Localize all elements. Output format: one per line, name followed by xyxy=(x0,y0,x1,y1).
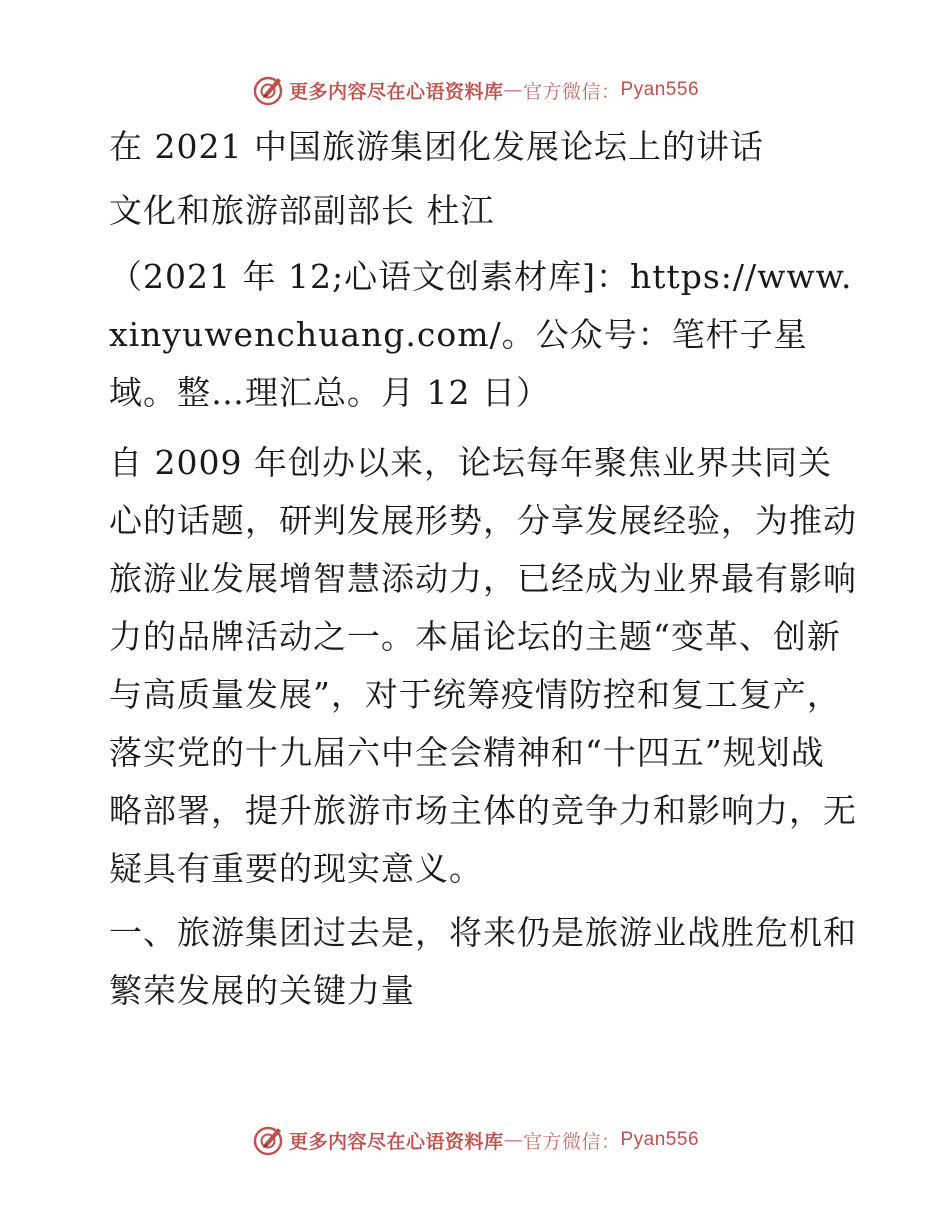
document-body xyxy=(97,118,857,1022)
footer-banner xyxy=(0,1120,950,1160)
pen-circle-logo-icon xyxy=(251,73,285,107)
paragraph-1: 自 2009 年创办以来，论坛每年聚焦业界共同关心的话题，研判发展形势，分享发展经验，为推动旅游业发展增智慧添动力，已经成为业界最有影响力的品牌活动之一。本届论坛的主题“变革、创新与高质量发展”，对于统筹疫情防控和复工复产，落实党的十九届六中全会精神和“十四五”规划战略部署，提升旅游市场主体的竞争力和影响力，无疑具有重要的现实意义。 xyxy=(109,443,857,888)
section-heading-1: 一、旅游集团过去是，将来仍是旅游业战胜危机和繁荣发展的关键力量 xyxy=(109,913,857,1010)
banner-dash: — xyxy=(503,79,523,101)
document-date-note: （2021 年 12;心语文创素材库]：https://www.xinyuwenchuang.com/。公众号：笔杆子星域。整…理汇总。月 12 日） xyxy=(109,257,853,412)
banner-lead-text: 更多内容尽在心语资料库 xyxy=(288,1130,504,1153)
pen-circle-logo-icon xyxy=(251,1123,285,1157)
header-banner xyxy=(0,70,950,110)
banner-wechat-id: Pyan556 xyxy=(620,1129,700,1150)
banner-dash: — xyxy=(503,1129,523,1151)
banner-lead-text: 更多内容尽在心语资料库 xyxy=(288,80,504,103)
document-byline: 文化和旅游部副部长 杜江 xyxy=(109,191,495,230)
banner-wechat-label: 官方微信： xyxy=(522,80,621,103)
document-title: 在 2021 中国旅游集团化发展论坛上的讲话 xyxy=(109,127,764,166)
banner-wechat-id: Pyan556 xyxy=(620,79,700,100)
banner-wechat-label: 官方微信： xyxy=(522,1130,621,1153)
